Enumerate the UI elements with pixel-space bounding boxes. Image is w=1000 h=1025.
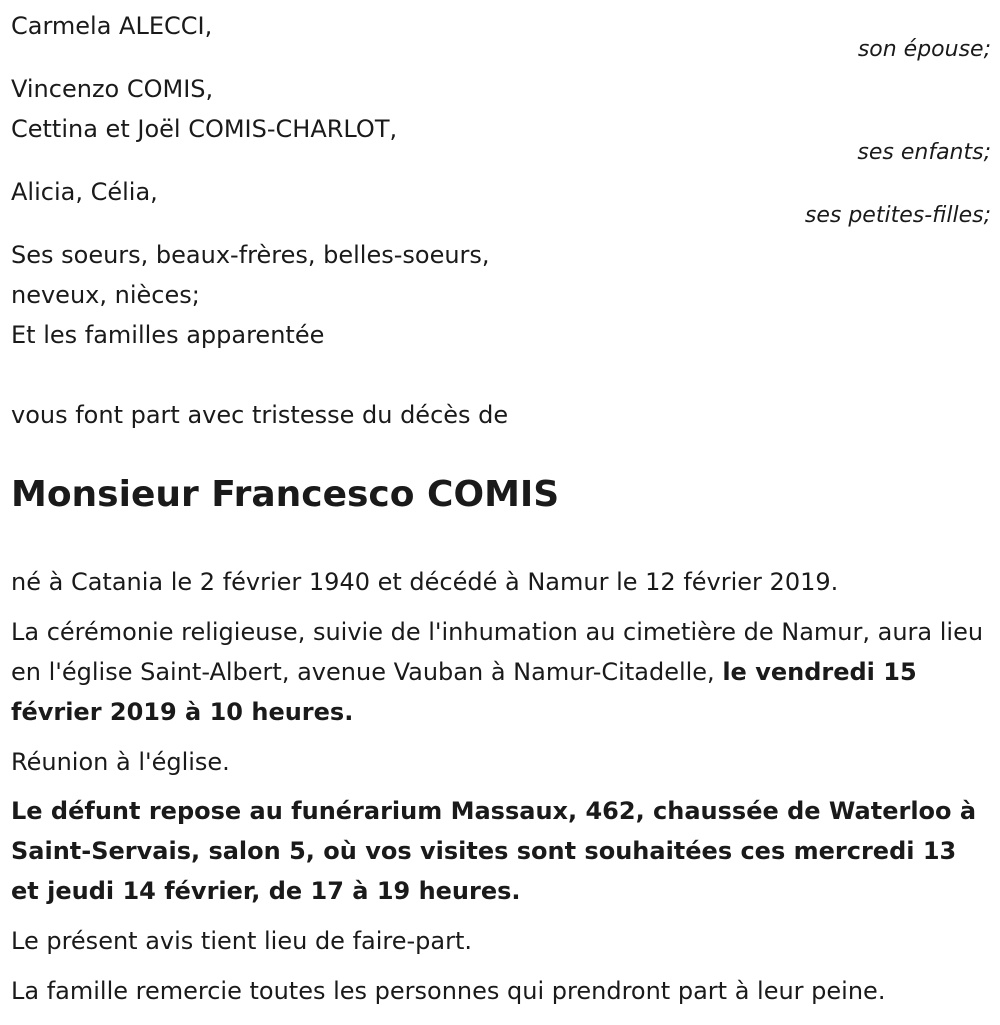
notice-text: Le présent avis tient lieu de faire-part. [11, 927, 473, 955]
grandchildren-names: Alicia, Célia, [11, 178, 158, 206]
announcement-intro: vous font part avec tristesse du décès de [11, 401, 509, 429]
other-relatives-line-2: neveux, nièces; [11, 281, 200, 309]
ceremony-info [11, 612, 991, 732]
deceased-name: Monsieur Francesco COMIS [11, 474, 560, 515]
child-name-2: Cettina et Joël COMIS-CHARLOT, [11, 115, 398, 143]
repose-info: Le défunt repose au funérarium Massaux, 462, chaussée de Waterloo à Saint-Servais, salon 5, où vos visites sont souhaitées ces mercredi 13 et jeudi 14 février, de 17 à 19 heures. [11, 797, 977, 905]
other-relatives-line-3: Et les familles apparentée [11, 321, 325, 349]
children-role: ses enfants; [857, 140, 991, 165]
spouse-role: son épouse; [857, 37, 991, 62]
thanks-text: La famille remercie toutes les personnes qui prendront part à leur peine. [11, 977, 886, 1005]
spouse-name: Carmela ALECCI, [11, 12, 213, 40]
ceremony-text: La cérémonie religieuse, suivie de l'inhumation au cimetière de Namur, aura lieu en l'église Saint-Albert, avenue Vauban à Namur-Citadelle, [11, 618, 984, 686]
ceremony-date: le vendredi 15 février 2019 à 10 heures. [11, 658, 917, 726]
child-name-1: Vincenzo COMIS, [11, 75, 214, 103]
birth-death-info: né à Catania le 2 février 1940 et décédé à Namur le 12 février 2019. [11, 568, 839, 596]
other-relatives-line-1: Ses soeurs, beaux-frères, belles-soeurs, [11, 241, 490, 269]
grandchildren-role: ses petites-filles; [804, 203, 991, 228]
meeting-info: Réunion à l'église. [11, 748, 230, 776]
